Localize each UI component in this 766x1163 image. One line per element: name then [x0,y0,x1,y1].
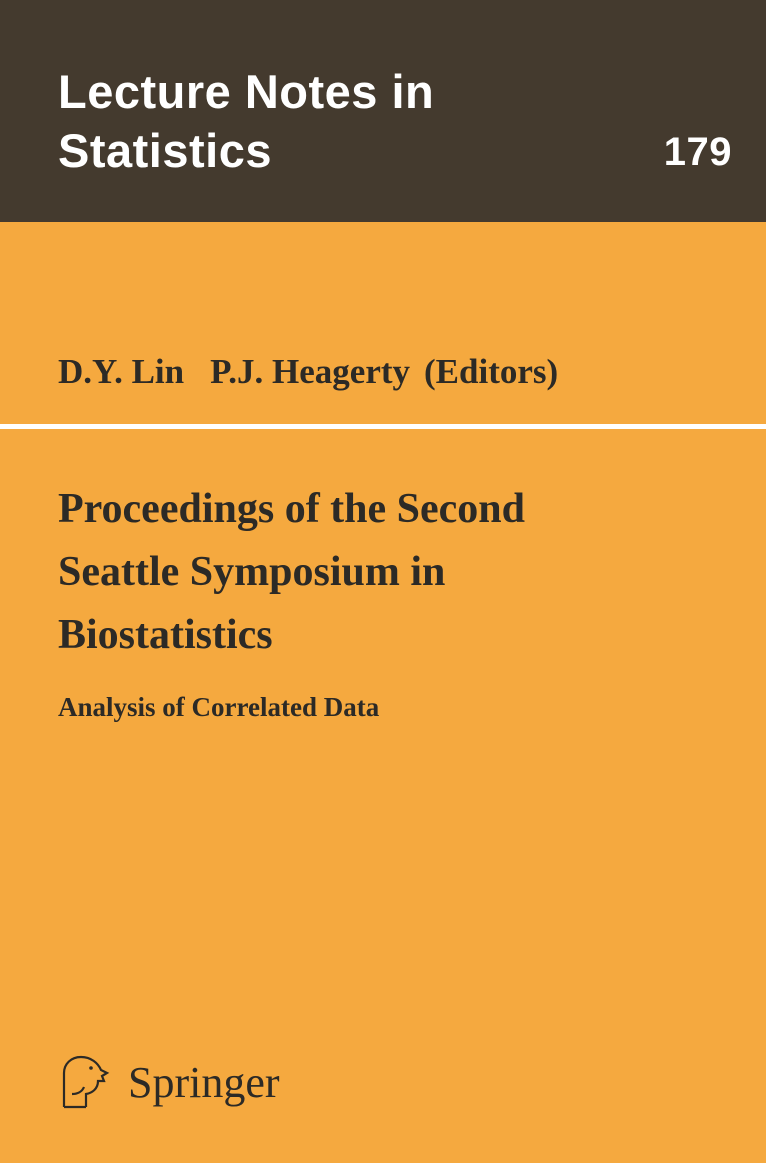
editor-one: D.Y. Lin [58,352,185,391]
divider-rule [0,424,766,429]
editors-role: (Editors) [424,352,559,391]
editor-two: P.J. Heagerty [210,352,411,391]
series-title-line2: Statistics [58,124,272,177]
series-title-line1: Lecture Notes in [58,65,435,118]
publisher [58,1053,280,1111]
editors-line [58,352,558,392]
series-band [0,0,766,222]
title-line2: Seattle Symposium in [58,549,446,595]
springer-knight-logo [58,1053,114,1111]
title-line1: Proceedings of the Second [58,486,526,532]
title-line3: Biostatistics [58,612,273,658]
page-title [58,478,713,667]
series-number: 179 [663,130,732,174]
publisher-name: Springer [128,1057,280,1107]
series-title [58,62,578,180]
subtitle: Analysis of Correlated Data [58,692,380,722]
